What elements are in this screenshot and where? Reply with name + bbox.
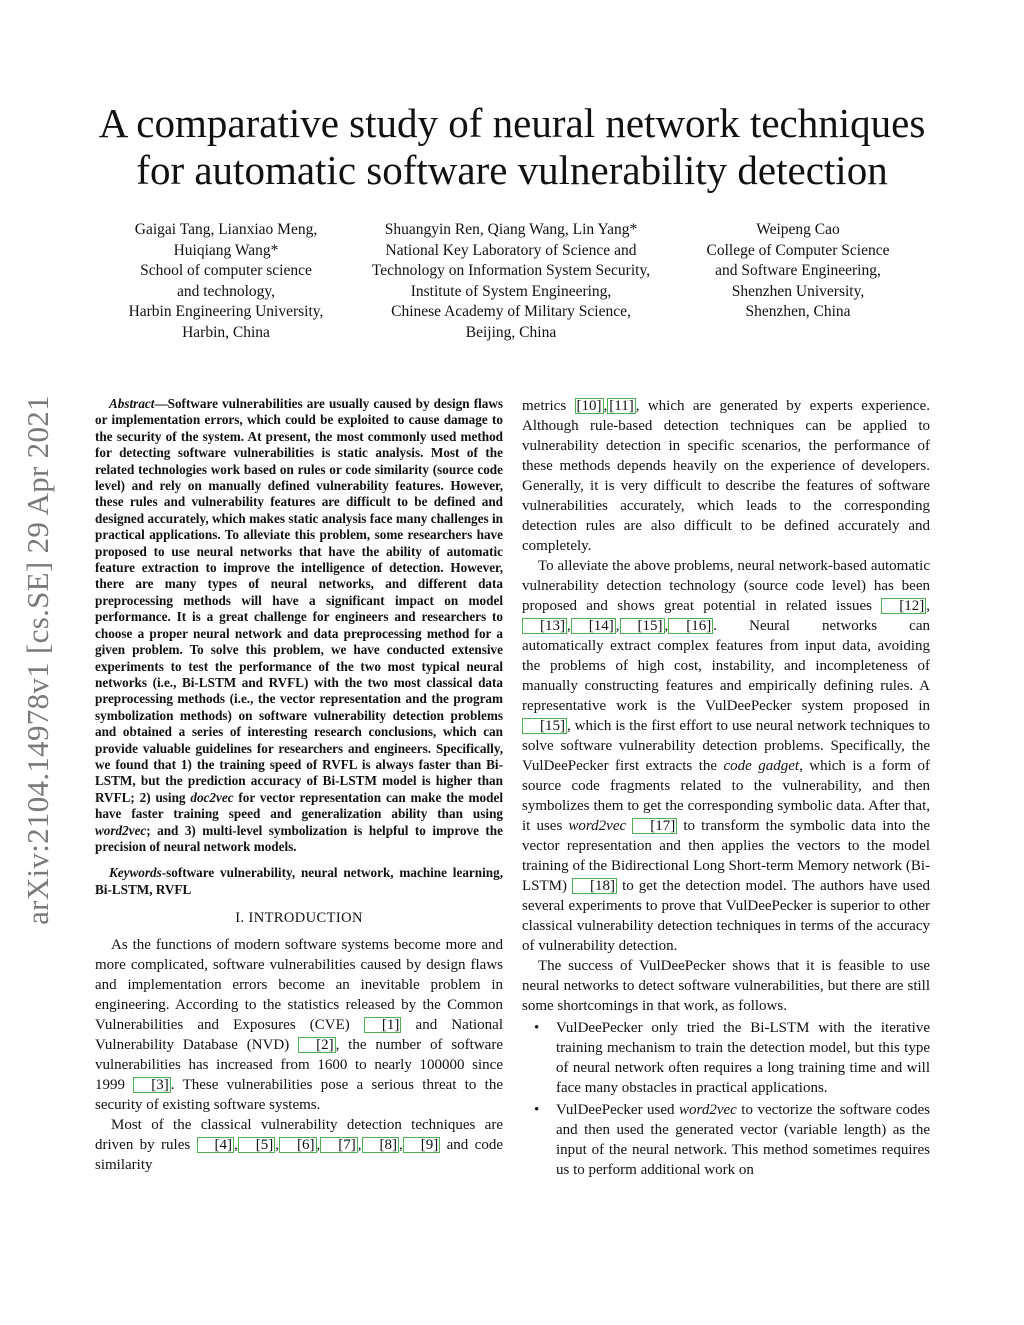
- comma: ,: [664, 618, 669, 634]
- keywords-text: -software vulnerability, neural network, machine learning, Bi-LSTM, RVFL: [95, 865, 503, 897]
- author-line: Technology on Information System Security,: [371, 262, 651, 279]
- author-line: College of Computer Science: [706, 241, 890, 259]
- text-span: , which is the first effort to use neural network techniques to solve software vulnerability detection problems. Specifically, the VulDeePecker first extracts the: [522, 718, 930, 774]
- citation-link[interactable]: [16]: [668, 618, 713, 634]
- comma: ,: [615, 618, 620, 634]
- right-paragraph-3: The success of VulDeePecker shows that it is feasible to use neural networks to detect software vulnerabilities, but there are still some shortcomings in that work, as follows.: [522, 958, 930, 1014]
- citation-link[interactable]: [12]: [881, 598, 926, 614]
- author-line: Institute of System Engineering,: [410, 282, 612, 300]
- arxiv-sidebar: [18, 360, 58, 960]
- intro-paragraph-1: [95, 935, 503, 1115]
- left-column: [95, 396, 503, 1175]
- text-span: To alleviate the above problems, neural network-based automatic vulnerability detection technology (source code level) has been proposed and shows great potential in related issues: [522, 558, 930, 614]
- citation-link[interactable]: [18]: [572, 878, 617, 894]
- list-item-text: VulDeePecker used: [556, 1102, 680, 1118]
- abstract-text-1: Software vulnerabilities are usually caused by design flaws or implementation errors, which could be exploited to cause damage to the security of the system. At present, the most commonly used method for detecting software vulnerabilities is static analysis. Most of the related technologies work based on rules or code similarity (source code level) and rely on manually defined vulnerability features. However, these rules and vulnerability features are difficult to be defined and designed accurately, which makes static analysis face many challenges in practical applications. To alleviate this problem, some researchers have proposed to use neural networks that have the ability of automatic feature extraction to improve the intelligence of detection. However, there are many types of neural networks, and different data preprocessing methods will have a significant impact on model performance. It is a great challenge for engineers and researchers to choose a proper neural network and data preprocessing method for a given problem. To solve this problem, we have conducted extensive experiments to test the performance of the two most typical neural networks (i.e., Bi-LSTM and RVFL) with the two most classical data preprocessing methods (i.e., the vector representation and the program symbolization methods) on software vulnerability detection problems and obtained a series of interesting research conclusions, which can provide valuable guidelines for researchers and engineers. Specifically, we found that 1) the training speed of RVFL is always faster than Bi-LSTM, but the prediction accuracy of Bi-LSTM model is higher than RVFL; 2) using: [95, 396, 503, 805]
- abstract-text-3: ; and 3) multi-level symbolization is helpful to improve the precision of neural network models.: [95, 822, 503, 854]
- keywords: [95, 865, 503, 898]
- author-line: Gaigai Tang, Lianxiao Meng,: [134, 221, 318, 238]
- author-line: National Key Laboratory of Science and: [385, 241, 637, 259]
- author-block-2: [346, 220, 676, 343]
- citation-link[interactable]: [2]: [298, 1037, 336, 1053]
- math-word2vec: word2vec: [679, 1102, 737, 1118]
- text-span: and National Vulnerability Database (NVD): [95, 1017, 503, 1054]
- bullet-icon: •: [534, 1102, 540, 1118]
- citation-link[interactable]: [17]: [632, 818, 677, 834]
- bullet-icon: •: [534, 1020, 540, 1036]
- citation-link[interactable]: [1]: [364, 1017, 402, 1033]
- right-column: [522, 396, 930, 1182]
- title-line-1: A comparative study of neural network techniques: [98, 100, 926, 146]
- section-heading-introduction: I. INTRODUCTION: [235, 910, 363, 927]
- text-span: to get the detection model. The authors have used several experiments to prove that VulDeePecker is superior to other classical vulnerability detection techniques in terms of the accuracy of vulnerability detection.: [522, 878, 930, 954]
- author-line: Chinese Academy of Military Science,: [391, 303, 631, 320]
- text-span: , which is a form of source code fragments related to the vulnerability, and then symbolizes them to get the corresponding symbolic data. After that, it uses: [522, 758, 931, 834]
- author-block-3: [680, 220, 916, 323]
- author-line: Harbin, China: [182, 323, 270, 341]
- author-line: Shuangyin Ren, Qiang Wang, Lin Yang*: [384, 221, 638, 238]
- intro-paragraph-2: [95, 1115, 503, 1175]
- comma: ,: [603, 398, 608, 414]
- author-line: Beijing, China: [465, 323, 557, 341]
- citation-link[interactable]: [7]: [320, 1137, 358, 1153]
- list-item-text: to vectorize the software codes and then used the generated vector (variable length) as the input of the neural network. This method sometimes requires us to perform additional work on: [556, 1102, 930, 1178]
- citation-link[interactable]: [14]: [571, 618, 616, 634]
- citation-link[interactable]: [13]: [522, 618, 567, 634]
- comma: ,: [399, 1137, 403, 1154]
- text-span: . Neural networks can automatically extract complex features from input data, avoiding the problems of high cost, instability, and incompleteness of manually constructing features and empirically defining rules. A representative work is the VulDeePecker system proposed in: [522, 618, 930, 714]
- comma: ,: [567, 618, 571, 634]
- citation-link[interactable]: [15]: [620, 618, 665, 634]
- citation-link[interactable]: [10]: [576, 398, 602, 414]
- abstract-text-2: for vector representation can make the model have faster training speed and generalization ability than using: [95, 789, 503, 822]
- list-item: [534, 1100, 930, 1180]
- comma: ,: [234, 1137, 238, 1154]
- text-span: to transform the symbolic data into the vector representation and then applies the vectors to the model training of the Bidirectional Long Short-term Memory network (Bi-LSTM): [522, 818, 931, 894]
- citation-link[interactable]: [8]: [362, 1137, 400, 1153]
- math-code-gadget: code gadget: [723, 758, 800, 774]
- text-span: , which are generated by experts experience. Although rule-based detection techniques can be applied to vulnerability detection in specific scenarios, the performance of these methods depends heavily on the experience of developers. Generally, it is very difficult to describe the features of software vulnerabilities accurately, which leads to the corresponding detection rules are also difficult to be defined accurately and completely.: [522, 398, 930, 554]
- citation-link[interactable]: [5]: [238, 1137, 276, 1153]
- text-span: . These vulnerabilities pose a serious threat to the security of existing software systems.: [95, 1077, 503, 1114]
- comma: ,: [926, 598, 930, 614]
- comma: ,: [316, 1137, 321, 1154]
- paper-title: [80, 100, 944, 194]
- keywords-heading: Keywords: [109, 865, 162, 881]
- text-span: , the number of software vulnerabilities has increased from 1600 to nearly 100000 since 1999: [95, 1037, 503, 1094]
- citation-link[interactable]: [4]: [197, 1137, 235, 1153]
- citation-link[interactable]: [15]: [522, 718, 567, 734]
- author-line: Shenzhen University,: [731, 282, 865, 300]
- shortcomings-list: [522, 1018, 930, 1180]
- author-line: Weipeng Cao: [756, 221, 840, 238]
- author-line: Huiqiang Wang*: [173, 241, 279, 259]
- comma: ,: [357, 1137, 362, 1154]
- arxiv-identifier: arXiv:2104.14978v1 [cs.SE] 29 Apr 2021: [20, 395, 55, 925]
- right-paragraph-2: [522, 556, 930, 956]
- math-word2vec: word2vec: [568, 818, 627, 834]
- abstract-heading: Abstract: [109, 396, 155, 411]
- author-line: Harbin Engineering University,: [128, 303, 324, 320]
- text-span: Most of the classical vulnerability detection techniques are driven by rules: [95, 1117, 503, 1154]
- text-span: metrics: [522, 398, 575, 414]
- list-item: [534, 1018, 930, 1098]
- abstract-math-doc2vec: doc2vec: [190, 789, 234, 805]
- author-line: Shenzhen, China: [745, 303, 851, 320]
- title-line-2: for automatic software vulnerability detection: [136, 147, 888, 193]
- author-block-1: [106, 220, 346, 343]
- citation-link[interactable]: [9]: [403, 1137, 441, 1153]
- author-line: and technology,: [177, 282, 275, 300]
- citation-link[interactable]: [3]: [133, 1077, 171, 1093]
- citation-link[interactable]: [11]: [609, 398, 634, 414]
- text-span: and code similarity: [95, 1137, 503, 1174]
- comma: ,: [275, 1137, 280, 1154]
- author-line: School of computer science: [140, 262, 312, 279]
- right-paragraph-1: [522, 396, 930, 556]
- author-line: and Software Engineering,: [715, 262, 881, 279]
- abstract-dash: —: [154, 396, 168, 411]
- abstract: [95, 396, 503, 855]
- citation-link[interactable]: [6]: [279, 1137, 317, 1153]
- list-item-text: VulDeePecker only tried the Bi-LSTM with the iterative training mechanism to train the detection model, but this type of neural network often requires a long training time and will face many obstacles in practical applications.: [556, 1020, 930, 1096]
- abstract-math-word2vec: word2vec: [95, 822, 147, 838]
- text-span: As the functions of modern software systems become more and more complicated, software vulnerabilities caused by design flaws and implementation errors become an inevitable problem in engineering. According to the statistics released by the Common Vulnerabilities and Exposures (CVE): [95, 937, 503, 1034]
